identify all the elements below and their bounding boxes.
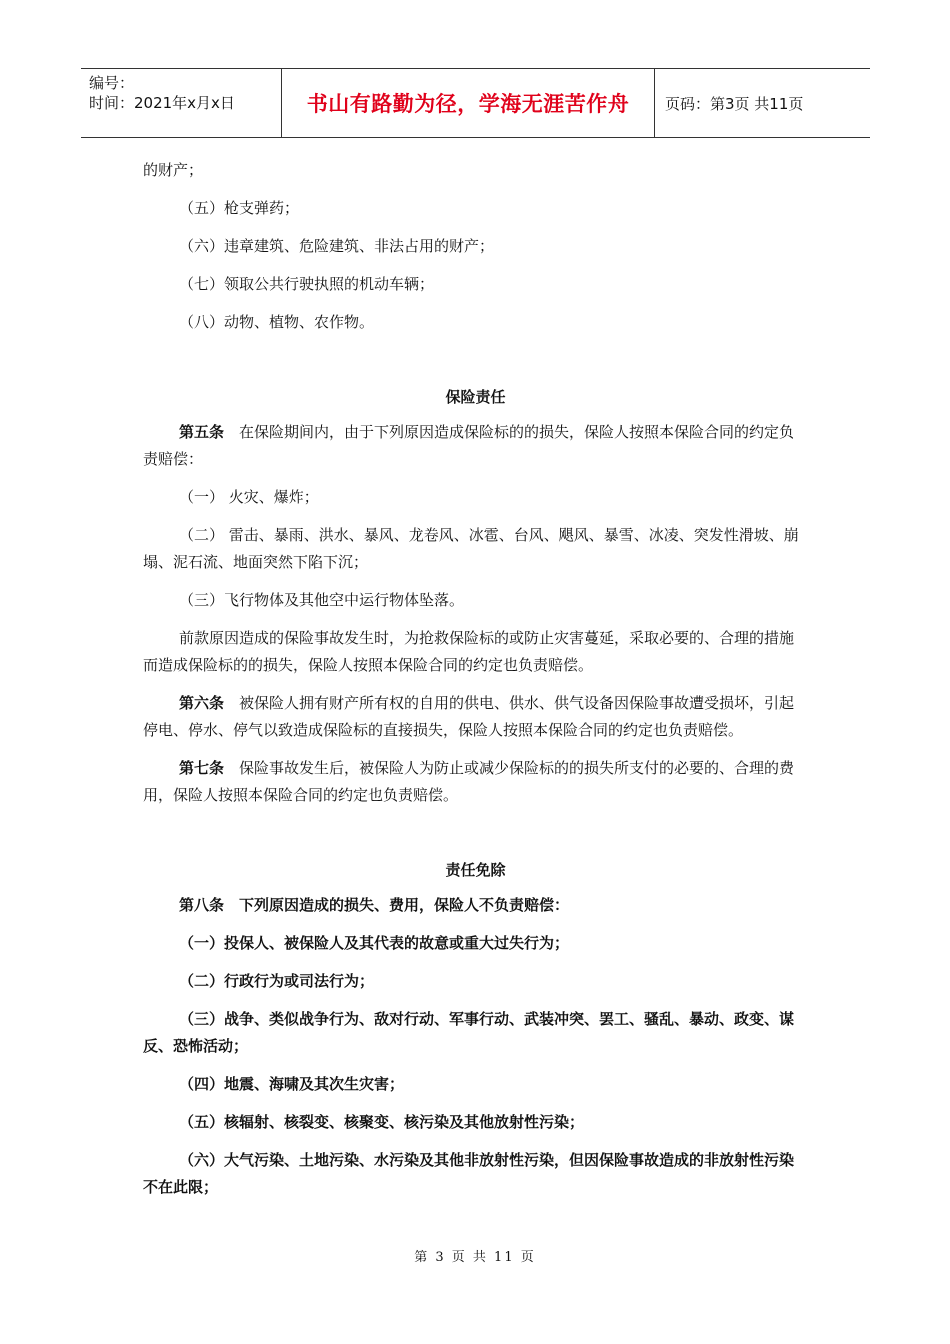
list-item: （八）动物、植物、农作物。 xyxy=(179,313,375,331)
section-heading-insurance-liability: 保险责任 xyxy=(445,388,506,406)
time-label: 时间：2021年x月x日 xyxy=(89,94,235,112)
article-label: 第五条 xyxy=(179,423,225,441)
paragraph: 前款原因造成的保险事故发生时，为抢救保险标的或防止灾害蔓延，采取必要的、合理的措施而造成保险标的的损失，保险人按照本保险合同的约定也负责赔偿。 xyxy=(143,629,795,674)
code-label: 编号： xyxy=(89,74,135,92)
article-text: 在保险期间内，由于下列原因造成保险标的的损失，保险人按照本保险合同的约定负责赔偿： xyxy=(143,423,795,468)
list-item: （一）投保人、被保险人及其代表的故意或重大过失行为； xyxy=(179,934,570,952)
header-page-info: 页码：第3页 共11页 xyxy=(665,94,804,113)
list-item: （二） 雷击、暴雨、洪水、暴风、龙卷风、冰雹、台风、飓风、暴雪、冰凌、突发性滑坡、崩塌、泥石流、地面突然下陷下沉； xyxy=(143,526,799,571)
article-5 xyxy=(143,419,808,473)
article-7 xyxy=(143,755,808,809)
article-6 xyxy=(143,690,808,744)
page-header xyxy=(81,68,870,138)
article-label: 第六条 xyxy=(179,694,225,712)
paragraph: 的财产； xyxy=(143,161,204,179)
list-item: （一） 火灾、爆炸； xyxy=(179,488,319,506)
list-item: （五）核辐射、核裂变、核聚变、核污染及其他放射性污染； xyxy=(179,1113,585,1131)
list-item: （四）地震、海啸及其次生灾害； xyxy=(179,1075,405,1093)
list-item: （七）领取公共行驶执照的机动车辆； xyxy=(179,275,435,293)
article-label: 第七条 xyxy=(179,759,225,777)
list-item: （三）战争、类似战争行为、敌对行动、军事行动、武装冲突、罢工、骚乱、暴动、政变、谋反、恐怖活动； xyxy=(143,1010,795,1055)
header-motto: 书山有路勤为径，学海无涯苦作舟 xyxy=(282,69,655,137)
document-body xyxy=(143,157,808,1201)
list-item: （五）枪支弹药； xyxy=(179,199,300,217)
list-item: （三）飞行物体及其他空中运行物体坠落。 xyxy=(179,591,465,609)
list-item: （二）行政行为或司法行为； xyxy=(179,972,375,990)
section-heading-exclusions: 责任免除 xyxy=(445,861,506,879)
article-text: 被保险人拥有财产所有权的自用的供电、供水、供气设备因保险事故遭受损坏，引起停电、停水、停气以致造成保险标的直接损失，保险人按照本保险合同的约定也负责赔偿。 xyxy=(143,694,795,739)
header-meta xyxy=(81,69,282,137)
list-item: （六）违章建筑、危险建筑、非法占用的财产； xyxy=(179,237,495,255)
article-text: 保险事故发生后，被保险人为防止或减少保险标的的损失所支付的必要的、合理的费用，保险人按照本保险合同的约定也负责赔偿。 xyxy=(143,759,795,804)
article-8: 第八条 下列原因造成的损失、费用，保险人不负责赔偿： xyxy=(179,896,570,914)
list-item: （六）大气污染、土地污染、水污染及其他非放射性污染，但因保险事故造成的非放射性污染不在此限； xyxy=(143,1151,795,1196)
page-footer: 第 3 页 共 11 页 xyxy=(414,1250,536,1265)
